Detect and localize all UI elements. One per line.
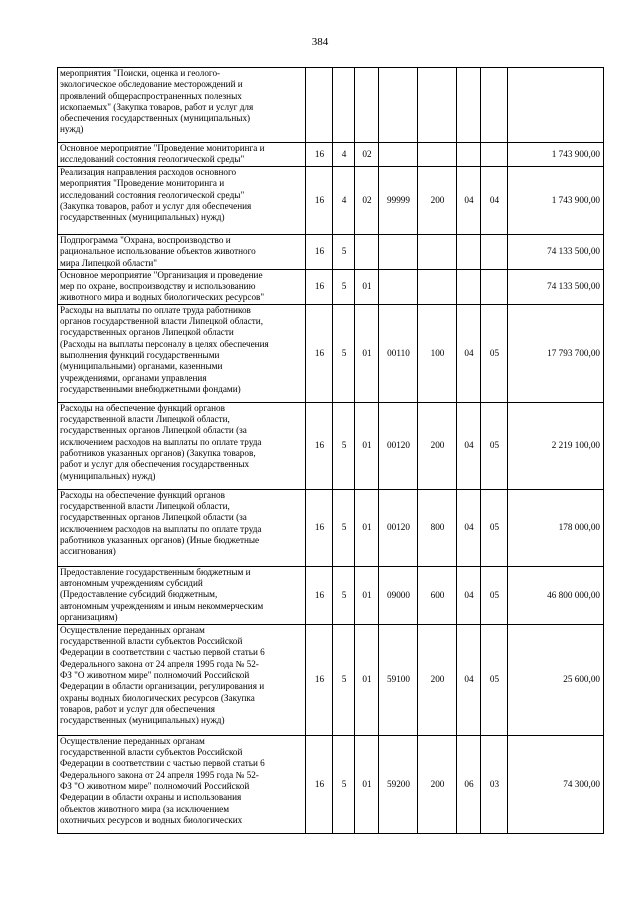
code-subprogram: 5 — [333, 269, 355, 304]
amount-cell: 74 300,00 — [508, 735, 604, 833]
code-expense-type — [418, 68, 457, 143]
code-subsection: 04 — [481, 167, 508, 235]
row-description: Предоставление государственным бюджетным и автономным учреждениям субсидий (Предоставление субсидий бюджетным, автономным учреждениям и иным некоммерческим организациям) — [58, 566, 306, 624]
amount-cell: 1 743 900,00 — [508, 143, 604, 167]
code-program: 16 — [306, 304, 333, 402]
code-expense-type: 200 — [418, 167, 457, 235]
code-direction: 59100 — [379, 624, 418, 735]
table-row — [58, 269, 604, 304]
code-subprogram: 4 — [333, 167, 355, 235]
row-description: Основное мероприятие "Организация и проведение мер по охране, воспроизводству и использованию животного мира и водных биологических ресурсов" — [58, 269, 306, 304]
code-direction: 09000 — [379, 566, 418, 624]
code-subprogram — [333, 68, 355, 143]
code-subsection — [481, 235, 508, 270]
code-program — [306, 68, 333, 143]
table-row — [58, 235, 604, 270]
code-subsection: 03 — [481, 735, 508, 833]
amount-cell: 178 000,00 — [508, 489, 604, 566]
code-direction: 00120 — [379, 489, 418, 566]
code-subsection: 05 — [481, 402, 508, 489]
code-subprogram: 5 — [333, 304, 355, 402]
table-row — [58, 68, 604, 143]
code-measure: 01 — [355, 489, 379, 566]
code-measure: 01 — [355, 735, 379, 833]
table-row — [58, 402, 604, 489]
code-expense-type: 200 — [418, 624, 457, 735]
table-row — [58, 735, 604, 833]
code-measure: 01 — [355, 566, 379, 624]
table-row — [58, 489, 604, 566]
code-expense-type — [418, 235, 457, 270]
code-section: 04 — [457, 624, 481, 735]
row-description: Расходы на выплаты по оплате труда работников органов государственной власти Липецкой области, государственных органов Липецкой области (Расходы на выплаты персоналу в целях обеспечения выполнения функций государственными (муниципальными) органами, казенными учреждениями, органами управления государственными внебюджетными фондами) — [58, 304, 306, 402]
code-section — [457, 143, 481, 167]
code-expense-type: 200 — [418, 402, 457, 489]
code-measure — [355, 68, 379, 143]
code-subsection: 05 — [481, 624, 508, 735]
row-description: Расходы на обеспечение функций органов государственной власти Липецкой области, государственных органов Липецкой области (за исключением расходов на выплаты по оплате труда работников указанных органов) (Закупка товаров, работ и услуг для обеспечения государственных (муниципальных) нужд) — [58, 402, 306, 489]
page-number: 384 — [311, 36, 329, 48]
code-measure: 01 — [355, 304, 379, 402]
row-description: Расходы на обеспечение функций органов государственной власти Липецкой области, государственных органов Липецкой области (за исключением расходов на выплаты по оплате труда работников указанных органов) (Иные бюджетные ассигнования) — [58, 489, 306, 566]
code-measure: 02 — [355, 167, 379, 235]
code-measure: 01 — [355, 269, 379, 304]
code-measure: 01 — [355, 624, 379, 735]
budget-table — [57, 67, 604, 834]
code-measure — [355, 235, 379, 270]
code-direction — [379, 68, 418, 143]
amount-cell: 74 133 500,00 — [508, 269, 604, 304]
amount-cell: 46 800 000,00 — [508, 566, 604, 624]
code-measure: 02 — [355, 143, 379, 167]
code-subprogram: 5 — [333, 566, 355, 624]
code-program: 16 — [306, 143, 333, 167]
amount-cell: 74 133 500,00 — [508, 235, 604, 270]
amount-cell: 17 793 700,00 — [508, 304, 604, 402]
code-program: 16 — [306, 566, 333, 624]
code-direction: 99999 — [379, 167, 418, 235]
code-section: 04 — [457, 566, 481, 624]
code-section: 04 — [457, 304, 481, 402]
code-subprogram: 5 — [333, 489, 355, 566]
row-description: Подпрограмма "Охрана, воспроизводство и рациональное использование объектов животного мира Липецкой области" — [58, 235, 306, 270]
code-program: 16 — [306, 235, 333, 270]
code-section: 04 — [457, 167, 481, 235]
code-expense-type — [418, 269, 457, 304]
code-subsection — [481, 269, 508, 304]
code-direction: 59200 — [379, 735, 418, 833]
amount-cell: 1 743 900,00 — [508, 167, 604, 235]
code-expense-type: 800 — [418, 489, 457, 566]
code-measure: 01 — [355, 402, 379, 489]
code-direction — [379, 269, 418, 304]
row-description: мероприятия "Поиски, оценка и геолого- экологическое обследование месторождений и проявлений общераспространенных полезных ископаемых" (Закупка товаров, работ и услуг для обеспечения государственных (муниципальных) нужд) — [58, 68, 306, 143]
table-row — [58, 624, 604, 735]
code-expense-type: 200 — [418, 735, 457, 833]
amount-cell — [508, 68, 604, 143]
table-row — [58, 143, 604, 167]
row-description: Осуществление переданных органам государственной власти субъектов Российской Федерации в соответствии с частью первой статьи 6 Федерального закона от 24 апреля 1995 года № 52- ФЗ "О животном мире" полномочий Российской Федерации в области охраны и использования объектов животного мира (за исключением охотничьих ресурсов и водных биологических — [58, 735, 306, 833]
code-program: 16 — [306, 402, 333, 489]
code-subprogram: 5 — [333, 402, 355, 489]
code-subsection — [481, 68, 508, 143]
code-section — [457, 269, 481, 304]
code-direction — [379, 143, 418, 167]
code-direction: 00110 — [379, 304, 418, 402]
code-direction — [379, 235, 418, 270]
code-subprogram: 5 — [333, 235, 355, 270]
row-description: Осуществление переданных органам государственной власти субъектов Российской Федерации в соответствии с частью первой статьи 6 Федерального закона от 24 апреля 1995 года № 52- ФЗ "О животном мире" полномочий Российской Федерации в области организации, регулирования и охраны водных биологических ресурсов (Закупка товаров, работ и услуг для обеспечения государственных (муниципальных) нужд) — [58, 624, 306, 735]
code-section: 04 — [457, 402, 481, 489]
table-row — [58, 566, 604, 624]
code-expense-type: 600 — [418, 566, 457, 624]
code-section — [457, 235, 481, 270]
code-section — [457, 68, 481, 143]
code-program: 16 — [306, 624, 333, 735]
code-expense-type: 100 — [418, 304, 457, 402]
amount-cell: 2 219 100,00 — [508, 402, 604, 489]
row-description: Основное мероприятие "Проведение мониторинга и исследований состояния геологической среды" — [58, 143, 306, 167]
code-direction: 00120 — [379, 402, 418, 489]
code-section: 04 — [457, 489, 481, 566]
code-expense-type — [418, 143, 457, 167]
table-row — [58, 167, 604, 235]
code-subprogram: 4 — [333, 143, 355, 167]
row-description: Реализация направления расходов основного мероприятия "Проведение мониторинга и исследований состояния геологической среды" (Закупка товаров, работ и услуг для обеспечения государственных (муниципальных) нужд) — [58, 167, 306, 235]
code-subprogram: 5 — [333, 624, 355, 735]
code-subprogram: 5 — [333, 735, 355, 833]
code-program: 16 — [306, 269, 333, 304]
code-subsection: 05 — [481, 304, 508, 402]
code-program: 16 — [306, 489, 333, 566]
amount-cell: 25 600,00 — [508, 624, 604, 735]
code-subsection — [481, 143, 508, 167]
code-section: 06 — [457, 735, 481, 833]
table-row — [58, 304, 604, 402]
code-program: 16 — [306, 167, 333, 235]
code-subsection: 05 — [481, 566, 508, 624]
code-subsection: 05 — [481, 489, 508, 566]
code-program: 16 — [306, 735, 333, 833]
